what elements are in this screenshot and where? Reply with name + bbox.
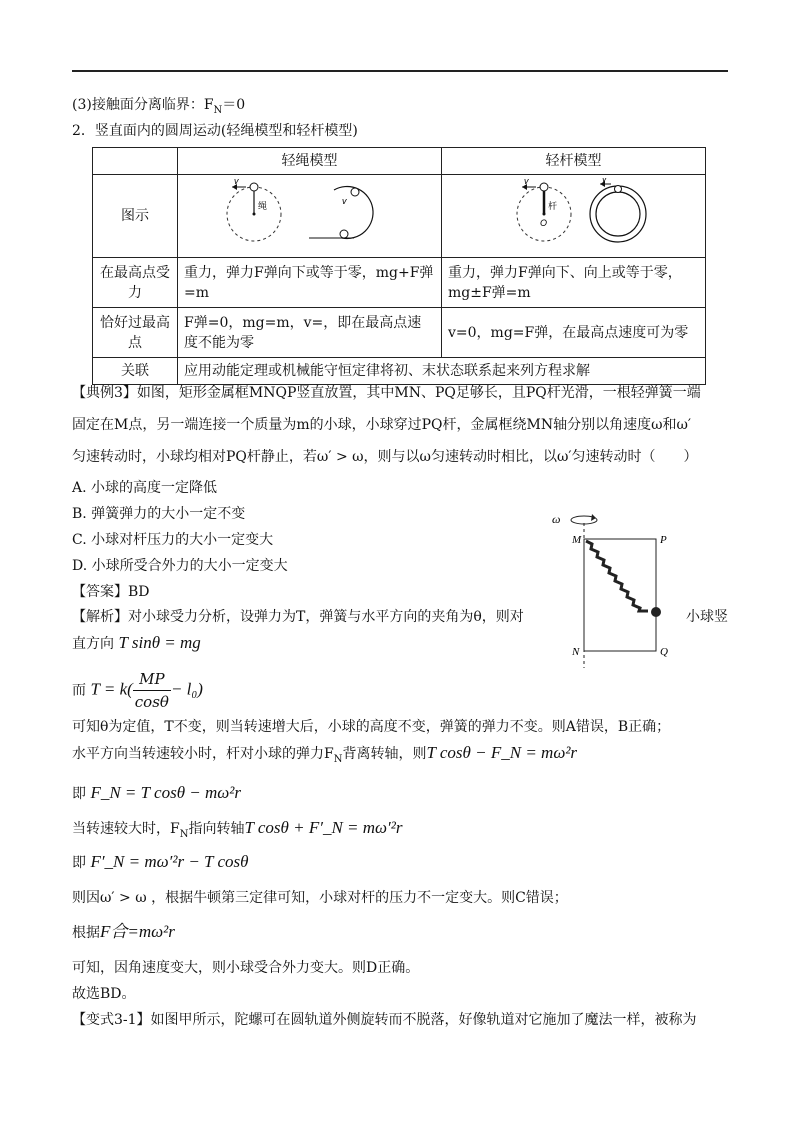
header-rod-model: 轻杆模型 (442, 148, 706, 175)
equation-3: T cosθ − F_N = mω²r (426, 743, 578, 762)
link-text: 应用动能定理或机械能守恒定律将初、末状态联系起来列方程求解 (178, 358, 706, 385)
rod-label: 杆 (548, 202, 558, 212)
equation-7: F合=mω²r (100, 922, 175, 941)
analysis-line-d: 当转速较大时，$F_N$指向转轴T cosθ + F′_N = mω′²r (72, 818, 403, 840)
rod-top-force: 重力，弹力F弹向下、向上或等于零，mg±F弹=m (442, 258, 706, 308)
option-a: A. 小球的高度一定降低 (72, 480, 218, 496)
ball (651, 607, 661, 617)
table-corner (93, 148, 178, 175)
option-c: C. 小球对杆压力的大小一定变大 (72, 532, 274, 548)
track-velocity-label: v (342, 196, 347, 206)
equation-2-line: 而 T = k( $\frac{MP}{\cos\theta}$ − l₀) (72, 670, 203, 711)
point-p: P (660, 534, 667, 546)
equation-1: T sinθ = mg (118, 633, 201, 652)
rod-center (543, 213, 546, 216)
tube-velocity-label: v (602, 178, 607, 184)
analysis-line-a: 可知θ为定值，T不变，则当转速增大后，小球的高度不变，弹簧的弹力不变。则A错误，B正确； (72, 719, 671, 735)
equation-2-fraction: $\frac{MP}{\cos\theta}$ (134, 670, 169, 711)
rope-model-diagram (184, 178, 434, 248)
equation-6: F′_N = mω′²r − T cosθ (90, 852, 249, 871)
point-n: N (572, 646, 580, 658)
spring (586, 541, 648, 611)
equation-4: F_N = T cosθ − mω²r (90, 783, 242, 802)
rod-critical: v=0，mg=F弹，在最高点速度可为零 (442, 308, 706, 358)
critical-condition-line: (3)接触面分离临界：$F_N=0$ (72, 97, 246, 116)
tube-ball (615, 186, 622, 193)
example-line-3: 匀速转动时，小球均相对PQ杆静止，若ω′ > ω，则与以ω匀速转动时相比，以ω′匀速转动时（ ） (72, 449, 698, 465)
analysis-line-2: 直方向 T sinθ = mg (72, 633, 201, 652)
top-rule (72, 70, 728, 72)
option-b: B. 弹簧弹力的大小一定不变 (72, 506, 246, 522)
omega-label: ω (552, 512, 561, 526)
analysis-line-b: 水平方向当转速较小时，杆对小球的弹力$F_N$背离转轴，则T cosθ − F_N = mω²r (72, 743, 578, 765)
track-ball-top (351, 188, 359, 196)
row-label-critical: 恰好过最高点 (93, 308, 178, 358)
variant-line: 【变式3-1】如图甲所示，陀螺可在圆轨道外侧旋转而不脱落，好像轨道对它施加了魔法一样，被称为 (72, 1012, 697, 1028)
rope-diagram-cell (178, 175, 442, 258)
row-label-link: 关联 (93, 358, 178, 385)
model-comparison-table (92, 147, 706, 385)
row-label-diagram: 图示 (93, 175, 178, 258)
analysis-line-e: 即 F′_N = mω′²r − T cosθ (72, 852, 249, 871)
analysis-line-c: 即 F_N = T cosθ − mω²r (72, 783, 242, 802)
analysis-line-h: 可知，因角速度变大，则小球受合外力变大。则D正确。 (72, 960, 420, 976)
analysis-line-1-tail: 小球竖 (686, 609, 728, 625)
rope-label: 绳 (258, 202, 268, 212)
rod-model-diagram (448, 178, 698, 248)
answer: 【答案】BD (72, 584, 150, 600)
rod-ball (540, 183, 548, 191)
header-rope-model: 轻绳模型 (178, 148, 442, 175)
rod-diagram-cell (442, 175, 706, 258)
rope-top-force: 重力，弹力F弹向下或等于零，mg+F弹=m (178, 258, 442, 308)
analysis-line-g: 根据F合=mω²r (72, 922, 175, 941)
rotation-arrowhead (591, 514, 596, 521)
rope-ball (250, 183, 258, 191)
section-heading: 2．竖直面内的圆周运动(轻绳模型和轻杆模型) (72, 123, 358, 139)
metal-frame (584, 539, 656, 651)
example-line-2: 固定在M点，另一端连接一个质量为m的小球，小球穿过PQ杆，金属框绕MN轴分别以角速度ω和ω′ (72, 417, 692, 433)
option-d: D. 小球所受合外力的大小一定变大 (72, 558, 288, 574)
analysis-line-i: 故选BD。 (72, 986, 136, 1002)
analysis-line-f: 则因ω′ > ω ，根据牛顿第三定律可知，小球对杆的压力不一定变大。则C错误； (72, 890, 568, 906)
point-m: M (572, 534, 582, 546)
velocity-label: v (234, 178, 239, 186)
tube-inner (596, 192, 640, 236)
example-line-1: 【典例3】如图，矩形金属框MNQP竖直放置，其中MN、PQ足够长，且PQ杆光滑，一根轻弹簧一端 (72, 385, 701, 401)
rope-center (253, 213, 256, 216)
analysis-line-1: 【解析】对小球受力分析，设弹力为T，弹簧与水平方向的夹角为θ，则对 (72, 609, 524, 625)
equation-5: T cosθ + F′_N = mω′²r (244, 818, 403, 837)
rope-critical: F弹=0，mg=m，v=，即在最高点速度不能为零 (178, 308, 442, 358)
point-q: Q (660, 646, 668, 658)
rotating-frame-figure (548, 503, 678, 683)
row-label-top-force: 在最高点受力 (93, 258, 178, 308)
track-ball-bottom (340, 230, 348, 238)
tube-outer (590, 186, 646, 242)
rod-velocity-label: v (524, 178, 529, 186)
rod-origin-label: O (540, 218, 548, 228)
